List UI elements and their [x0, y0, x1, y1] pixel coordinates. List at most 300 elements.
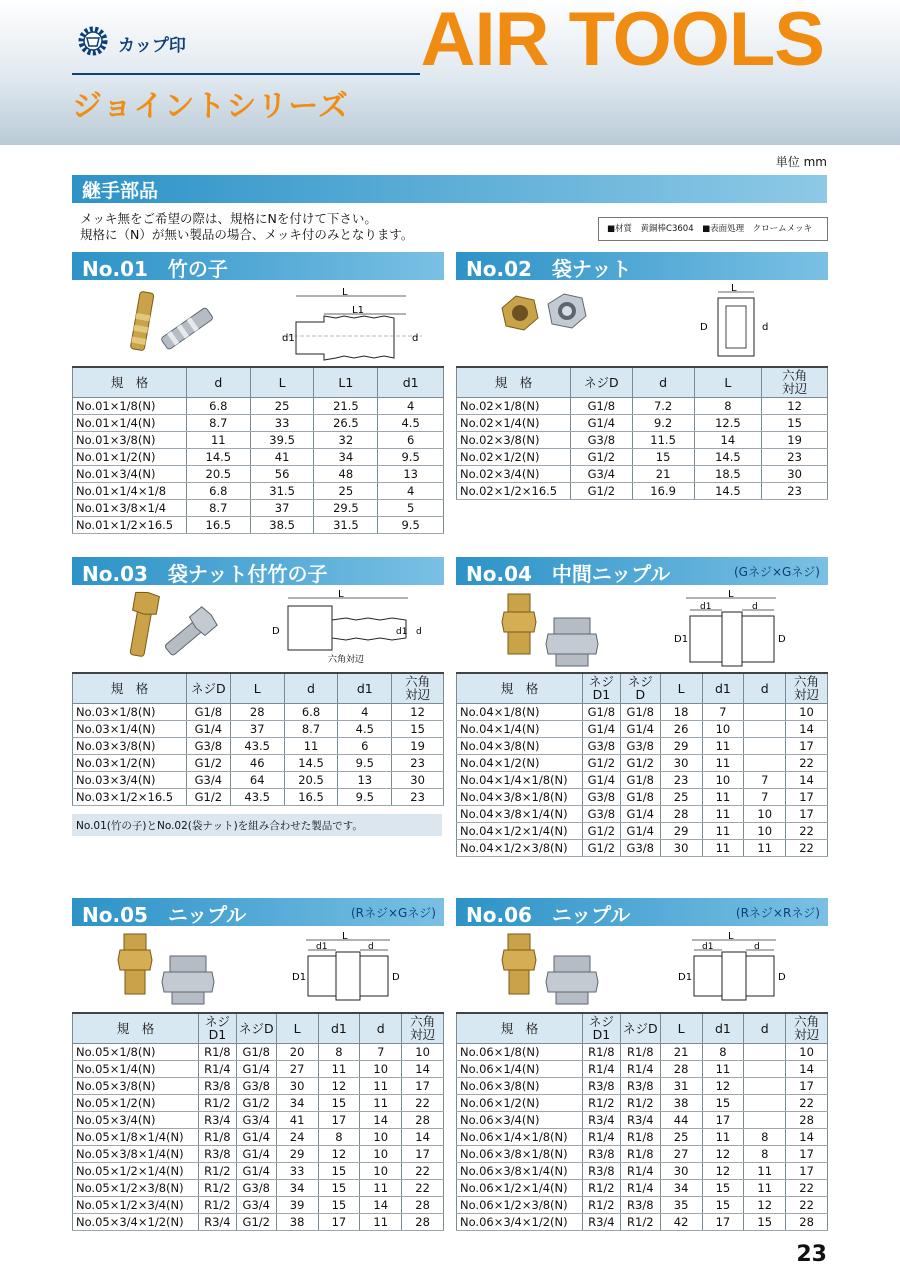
- table-cell: 21: [632, 465, 694, 482]
- table-cell: G1/4: [236, 1145, 276, 1162]
- table-cell: 17: [402, 1145, 444, 1162]
- table-cell: 19: [392, 737, 444, 754]
- dimension-drawing-no02: [696, 284, 776, 364]
- table-cell: 32: [314, 431, 378, 448]
- table-cell: 39: [276, 1196, 318, 1213]
- table-cell: No.04×3/8(N): [457, 737, 583, 754]
- table-cell: 31.5: [314, 516, 378, 533]
- table-cell: 12: [762, 397, 828, 414]
- table-row: [73, 465, 444, 482]
- table-cell: 38: [660, 1094, 702, 1111]
- product-photo-no05: [112, 928, 222, 1012]
- table-row: [457, 1179, 828, 1196]
- table-cell: 17: [786, 788, 828, 805]
- table-cell: No.05×3/8×1/4(N): [73, 1145, 199, 1162]
- table-cell: 15: [392, 720, 444, 737]
- table-cell: 15: [318, 1094, 360, 1111]
- table-cell: R3/4: [198, 1111, 236, 1128]
- table-cell: 15: [318, 1179, 360, 1196]
- table-cell: 10: [786, 703, 828, 720]
- table-cell: [744, 737, 786, 754]
- table-cell: No.02×3/4(N): [457, 465, 571, 482]
- dim-label-d-02: d: [762, 322, 769, 333]
- table-row: [457, 1213, 828, 1230]
- table-cell: No.06×3/4×1/2(N): [457, 1213, 583, 1230]
- table-cell: 20.5: [186, 465, 250, 482]
- table-cell: R1/2: [198, 1196, 236, 1213]
- column-header: ネジD: [620, 1013, 660, 1043]
- table-cell: G1/2: [582, 839, 620, 856]
- hex-label-03: 六角対辺: [328, 655, 365, 665]
- table-cell: 23: [762, 482, 828, 499]
- table-cell: 22: [786, 822, 828, 839]
- column-header: d: [632, 367, 694, 397]
- table-cell: No.05×1/4(N): [73, 1060, 199, 1077]
- table-cell: 30: [660, 839, 702, 856]
- dimension-drawing-no01: [282, 286, 422, 368]
- table-row: [457, 1060, 828, 1077]
- table-cell: 16.9: [632, 482, 694, 499]
- table-cell: 11: [360, 1094, 402, 1111]
- table-row: [73, 1196, 444, 1213]
- table-cell: G1/2: [236, 1094, 276, 1111]
- column-header: 規 格: [73, 1013, 199, 1043]
- table-cell: G3/8: [582, 805, 620, 822]
- table-cell: G1/8: [620, 788, 660, 805]
- column-header: 六角 対辺: [786, 1013, 828, 1043]
- table-row: [457, 720, 828, 737]
- table-cell: 12: [702, 1077, 744, 1094]
- table-no06: [456, 1012, 828, 1231]
- column-header: 規 格: [457, 1013, 583, 1043]
- table-row: [457, 431, 828, 448]
- table-cell: 23: [762, 448, 828, 465]
- table-cell: 17: [786, 737, 828, 754]
- table-cell: 14: [786, 771, 828, 788]
- table-cell: R3/4: [582, 1111, 620, 1128]
- table-cell: R1/2: [198, 1094, 236, 1111]
- table-cell: 28: [786, 1213, 828, 1230]
- table-cell: 6: [338, 737, 392, 754]
- column-header: ネジ D: [620, 673, 660, 703]
- table-cell: 22: [402, 1162, 444, 1179]
- table-cell: 9.5: [338, 788, 392, 805]
- table-cell: 21: [660, 1043, 702, 1060]
- table-cell: 16.5: [186, 516, 250, 533]
- table-cell: 10: [744, 805, 786, 822]
- column-header: d: [744, 673, 786, 703]
- table-cell: G1/8: [620, 703, 660, 720]
- table-cell: 20.5: [284, 771, 338, 788]
- dim-label-d1-06: d1: [702, 942, 714, 952]
- table-cell: 29: [660, 737, 702, 754]
- header-title: AIR TOOLS: [420, 0, 824, 82]
- table-cell: 13: [378, 465, 444, 482]
- column-header: 六角 対辺: [402, 1013, 444, 1043]
- bar-no05-title: No.05 ニップル: [82, 902, 247, 927]
- spec-box: ■材質 黄銅棒C3604 ■表面処理 クロームメッキ: [598, 217, 828, 241]
- table-cell: 23: [660, 771, 702, 788]
- column-header: L: [660, 1013, 702, 1043]
- table-cell: 14: [402, 1060, 444, 1077]
- table-cell: No.04×1/8(N): [457, 703, 583, 720]
- bar-no03: [72, 557, 444, 585]
- table-cell: R3/8: [198, 1077, 236, 1094]
- column-header: ネジD: [570, 367, 632, 397]
- table-row: [457, 1111, 828, 1128]
- table-cell: 43.5: [230, 737, 284, 754]
- table-cell: 44: [660, 1111, 702, 1128]
- table-cell: No.04×1/2×1/4(N): [457, 822, 583, 839]
- table-row: [73, 397, 444, 414]
- table-cell: G1/2: [236, 1213, 276, 1230]
- table-row: [457, 737, 828, 754]
- table-cell: 6.8: [284, 703, 338, 720]
- table-cell: 28: [402, 1111, 444, 1128]
- table-cell: R1/2: [582, 1196, 620, 1213]
- table-cell: 17: [786, 1145, 828, 1162]
- table-cell: 11: [360, 1077, 402, 1094]
- table-cell: 10: [786, 1043, 828, 1060]
- table-cell: R3/4: [198, 1213, 236, 1230]
- table-no03: [72, 672, 444, 806]
- table-cell: [744, 1094, 786, 1111]
- table-row: [73, 1179, 444, 1196]
- table-cell: G3/4: [186, 771, 230, 788]
- table-cell: 30: [660, 1162, 702, 1179]
- table-row: [457, 788, 828, 805]
- table-cell: 12.5: [694, 414, 762, 431]
- table-cell: 9.2: [632, 414, 694, 431]
- table-cell: 10: [360, 1060, 402, 1077]
- table-cell: 29.5: [314, 499, 378, 516]
- table-cell: 28: [402, 1196, 444, 1213]
- bar-no04-title: No.04 中間ニップル: [466, 561, 671, 586]
- table-cell: 15: [318, 1196, 360, 1213]
- table-cell: 12: [744, 1196, 786, 1213]
- table-row: [73, 1043, 444, 1060]
- table-row: [73, 1060, 444, 1077]
- table-cell: R1/2: [582, 1179, 620, 1196]
- table-cell: 8: [318, 1128, 360, 1145]
- unit-label: 単位 mm: [775, 155, 827, 169]
- table-cell: [744, 720, 786, 737]
- table-cell: No.06×3/8×1/4(N): [457, 1162, 583, 1179]
- dimension-drawing-no05: [290, 932, 410, 1008]
- table-cell: No.04×1/4×1/8(N): [457, 771, 583, 788]
- table-cell: G3/8: [620, 737, 660, 754]
- column-header: d1: [338, 673, 392, 703]
- table-cell: 7: [702, 703, 744, 720]
- table-cell: [744, 1043, 786, 1060]
- table-cell: R1/4: [620, 1162, 660, 1179]
- table-row: [457, 448, 828, 465]
- table-cell: 38: [276, 1213, 318, 1230]
- dim-label-D1-06: D1: [678, 972, 693, 983]
- table-cell: 13: [338, 771, 392, 788]
- table-cell: 8.7: [186, 414, 250, 431]
- table-cell: 28: [786, 1111, 828, 1128]
- table-cell: 28: [660, 1060, 702, 1077]
- table-cell: 10: [702, 771, 744, 788]
- table-cell: 7: [744, 788, 786, 805]
- table-cell: R1/8: [620, 1043, 660, 1060]
- table-row: [457, 1162, 828, 1179]
- table-cell: 17: [786, 1077, 828, 1094]
- table-cell: 7: [360, 1043, 402, 1060]
- dimension-drawing-no04: [672, 590, 792, 672]
- table-cell: G1/4: [186, 720, 230, 737]
- table-cell: 14: [402, 1128, 444, 1145]
- dim-label-D1-04: D1: [674, 634, 689, 645]
- table-cell: 14.5: [694, 448, 762, 465]
- table-cell: G3/8: [620, 839, 660, 856]
- table-cell: 15: [744, 1213, 786, 1230]
- table-cell: No.06×1/4(N): [457, 1060, 583, 1077]
- table-cell: 22: [786, 754, 828, 771]
- table-cell: 30: [392, 771, 444, 788]
- column-header: d1: [702, 1013, 744, 1043]
- table-cell: No.05×3/4×1/2(N): [73, 1213, 199, 1230]
- table-cell: No.05×1/2×3/8(N): [73, 1179, 199, 1196]
- table-row: [73, 1128, 444, 1145]
- table-cell: No.03×1/4(N): [73, 720, 187, 737]
- table-cell: 25: [660, 788, 702, 805]
- bar-no05: [72, 898, 444, 926]
- dim-label-L-03: L: [338, 590, 344, 600]
- table-cell: 22: [786, 1196, 828, 1213]
- column-header: d1: [702, 673, 744, 703]
- table-cell: 10: [744, 822, 786, 839]
- table-cell: 11: [702, 737, 744, 754]
- table-row: [73, 1145, 444, 1162]
- page-header: [0, 0, 900, 145]
- dim-label-d1-05: d1: [316, 942, 328, 952]
- table-cell: No.04×1/2(N): [457, 754, 583, 771]
- table-cell: 15: [762, 414, 828, 431]
- table-cell: 8: [694, 397, 762, 414]
- table-cell: 25: [660, 1128, 702, 1145]
- table-cell: G1/8: [620, 771, 660, 788]
- column-header: L: [250, 367, 314, 397]
- table-cell: G1/4: [582, 720, 620, 737]
- table-cell: No.03×3/8(N): [73, 737, 187, 754]
- table-cell: 21.5: [314, 397, 378, 414]
- table-cell: 12: [702, 1145, 744, 1162]
- table-cell: R1/4: [198, 1060, 236, 1077]
- table-row: [73, 482, 444, 499]
- table-cell: No.01×3/8×1/4: [73, 499, 187, 516]
- table-cell: No.01×1/4(N): [73, 414, 187, 431]
- table-cell: 9.5: [378, 516, 444, 533]
- dim-label-d-03: d: [416, 627, 422, 637]
- table-cell: 30: [762, 465, 828, 482]
- table-cell: 11.5: [632, 431, 694, 448]
- table-cell: 24: [276, 1128, 318, 1145]
- brand-name: カップ印: [118, 35, 186, 56]
- table-row: [73, 431, 444, 448]
- table-cell: No.01×1/2(N): [73, 448, 187, 465]
- table-cell: 6.8: [186, 482, 250, 499]
- table-cell: G3/8: [582, 737, 620, 754]
- table-cell: G1/4: [570, 414, 632, 431]
- table-cell: No.06×1/8(N): [457, 1043, 583, 1060]
- table-cell: R3/8: [620, 1077, 660, 1094]
- table-cell: 10: [402, 1043, 444, 1060]
- table-row: [457, 1128, 828, 1145]
- table-cell: G3/8: [186, 737, 230, 754]
- table-cell: 14: [360, 1196, 402, 1213]
- table-cell: 11: [702, 1128, 744, 1145]
- table-cell: No.06×3/8×1/8(N): [457, 1145, 583, 1162]
- bar-no02: [456, 252, 828, 280]
- table-row: [73, 1162, 444, 1179]
- table-cell: 14.5: [694, 482, 762, 499]
- table-cell: 37: [250, 499, 314, 516]
- bar-no06-sub: (Rネジ×Rネジ): [735, 906, 820, 920]
- table-cell: 17: [702, 1213, 744, 1230]
- table-cell: No.06×3/8(N): [457, 1077, 583, 1094]
- table-cell: 11: [284, 737, 338, 754]
- table-cell: G3/8: [582, 788, 620, 805]
- table-cell: G1/8: [186, 703, 230, 720]
- table-cell: 28: [230, 703, 284, 720]
- table-cell: 14: [360, 1111, 402, 1128]
- table-cell: [744, 754, 786, 771]
- table-cell: 14.5: [284, 754, 338, 771]
- table-cell: No.05×1/2×1/4(N): [73, 1162, 199, 1179]
- product-photo-no04: [496, 588, 606, 672]
- dim-label-D-05: D: [392, 972, 400, 983]
- table-cell: R1/8: [620, 1145, 660, 1162]
- table-cell: R1/2: [620, 1094, 660, 1111]
- table-cell: No.05×1/2(N): [73, 1094, 199, 1111]
- table-cell: No.02×3/8(N): [457, 431, 571, 448]
- table-no01: [72, 366, 444, 534]
- table-cell: 10: [360, 1128, 402, 1145]
- table-cell: 8: [318, 1043, 360, 1060]
- table-cell: R1/8: [198, 1128, 236, 1145]
- bar-no05-sub: (Rネジ×Gネジ): [350, 906, 436, 920]
- table-row: [73, 788, 444, 805]
- table-cell: R1/2: [198, 1179, 236, 1196]
- dim-label-D-03: D: [272, 626, 280, 637]
- table-cell: 15: [632, 448, 694, 465]
- table-cell: No.02×1/2(N): [457, 448, 571, 465]
- dim-label-L-02: L: [731, 284, 737, 294]
- table-cell: 8: [744, 1128, 786, 1145]
- table-cell: 41: [250, 448, 314, 465]
- table-cell: 31.5: [250, 482, 314, 499]
- table-cell: 46: [230, 754, 284, 771]
- table-cell: [744, 1111, 786, 1128]
- table-cell: 12: [318, 1077, 360, 1094]
- table-cell: R1/4: [582, 1128, 620, 1145]
- table-cell: No.03×1/2×16.5: [73, 788, 187, 805]
- table-cell: 11: [702, 1060, 744, 1077]
- table-cell: R3/4: [620, 1111, 660, 1128]
- section-note: [80, 211, 413, 243]
- table-cell: 28: [402, 1213, 444, 1230]
- table-row: [73, 703, 444, 720]
- table-cell: 17: [402, 1077, 444, 1094]
- table-row: [73, 1094, 444, 1111]
- note-line-1: メッキ無をご希望の際は、規格にNを付けて下さい。: [80, 211, 377, 226]
- table-cell: 14: [786, 1128, 828, 1145]
- table-cell: 11: [702, 822, 744, 839]
- column-header: L: [660, 673, 702, 703]
- table-cell: 11: [186, 431, 250, 448]
- table-cell: No.03×1/2(N): [73, 754, 187, 771]
- table-cell: G1/8: [236, 1043, 276, 1060]
- table-cell: 42: [660, 1213, 702, 1230]
- table-cell: No.01×1/2×16.5: [73, 516, 187, 533]
- table-cell: G3/4: [570, 465, 632, 482]
- column-header: ネジ D1: [198, 1013, 236, 1043]
- table-cell: 30: [276, 1077, 318, 1094]
- table-cell: G1/4: [620, 805, 660, 822]
- table-cell: R3/8: [582, 1162, 620, 1179]
- table-cell: 22: [402, 1179, 444, 1196]
- table-row: [457, 754, 828, 771]
- table-cell: 43.5: [230, 788, 284, 805]
- product-photo-no06: [496, 928, 606, 1012]
- table-cell: No.05×3/4(N): [73, 1111, 199, 1128]
- dimension-drawing-no06: [676, 932, 796, 1008]
- table-cell: 30: [660, 754, 702, 771]
- table-cell: 7: [744, 771, 786, 788]
- table-cell: No.04×3/8×1/8(N): [457, 788, 583, 805]
- column-header: 六角 対辺: [786, 673, 828, 703]
- column-header: 六角 対辺: [392, 673, 444, 703]
- note-no03: No.01(竹の子)とNo.02(袋ナット)を組み合わせた製品です。: [72, 814, 442, 836]
- table-cell: 23: [392, 788, 444, 805]
- bar-no03-title: No.03 袋ナット付竹の子: [82, 561, 328, 586]
- table-cell: R1/2: [582, 1094, 620, 1111]
- table-cell: No.05×3/8(N): [73, 1077, 199, 1094]
- table-row: [73, 720, 444, 737]
- column-header: d: [360, 1013, 402, 1043]
- table-cell: 15: [702, 1196, 744, 1213]
- table-cell: 5: [378, 499, 444, 516]
- table-cell: G1/2: [186, 788, 230, 805]
- table-cell: No.05×1/8(N): [73, 1043, 199, 1060]
- table-cell: G1/4: [236, 1060, 276, 1077]
- table-cell: 34: [276, 1179, 318, 1196]
- bar-no06-title: No.06 ニップル: [466, 902, 631, 927]
- table-cell: 17: [786, 1162, 828, 1179]
- table-cell: No.02×1/4(N): [457, 414, 571, 431]
- product-photo-no02: [494, 286, 604, 350]
- table-cell: G1/2: [186, 754, 230, 771]
- table-cell: No.04×3/8×1/4(N): [457, 805, 583, 822]
- table-row: [457, 1145, 828, 1162]
- column-header: 規 格: [73, 673, 187, 703]
- table-cell: G1/2: [570, 482, 632, 499]
- table-cell: 11: [702, 839, 744, 856]
- table-cell: 7.2: [632, 397, 694, 414]
- table-cell: 11: [702, 805, 744, 822]
- table-cell: 4: [378, 397, 444, 414]
- table-cell: G1/2: [570, 448, 632, 465]
- table-cell: 9.5: [338, 754, 392, 771]
- table-cell: 19: [762, 431, 828, 448]
- table-cell: 26: [660, 720, 702, 737]
- table-cell: No.03×1/8(N): [73, 703, 187, 720]
- table-cell: R3/8: [582, 1077, 620, 1094]
- table-cell: No.01×3/8(N): [73, 431, 187, 448]
- table-cell: 8: [744, 1145, 786, 1162]
